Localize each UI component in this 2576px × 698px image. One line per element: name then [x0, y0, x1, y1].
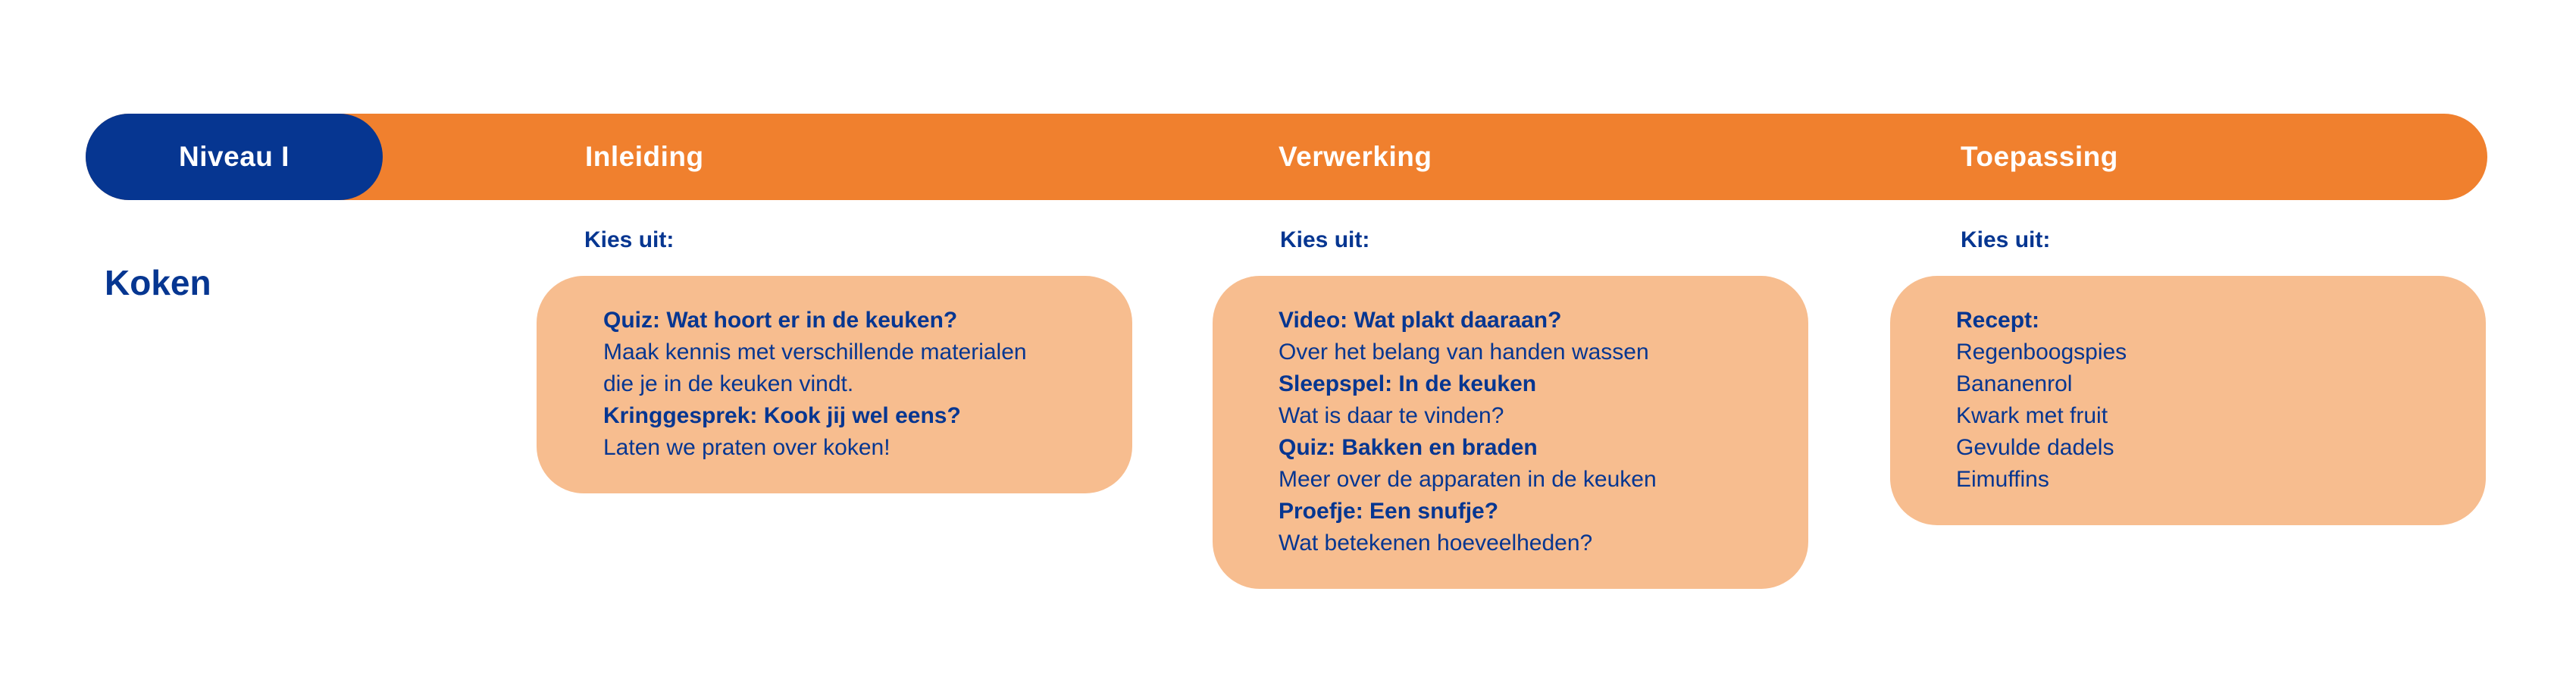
level-label: Niveau I [179, 141, 290, 172]
phase-inleiding [585, 114, 704, 200]
choose-label-verwerking: Kies uit: [1280, 227, 1370, 252]
activity-description: Meer over de apparaten in de keuken [1279, 467, 1657, 492]
recipe-item: Kwark met fruit [1956, 403, 2108, 428]
activity-title: Quiz: Wat hoort er in de keuken? [603, 308, 958, 333]
level-pill [86, 114, 383, 200]
activity-title: Proefje: Een snufje? [1279, 499, 1499, 524]
topic-title: Koken [105, 263, 211, 302]
recipe-heading: Recept: [1956, 308, 2040, 333]
phase-toepassing [1961, 114, 2118, 200]
activity-title: Quiz: Bakken en braden [1279, 435, 1538, 460]
activity-description: Over het belang van handen wassen [1279, 340, 1649, 365]
activity-card-inleiding [537, 276, 1132, 493]
phase-label: Verwerking [1279, 141, 1432, 172]
activity-description: Wat betekenen hoeveelheden? [1279, 531, 1593, 556]
choose-label-inleiding: Kies uit: [584, 227, 675, 252]
activity-title: Video: Wat plakt daaraan? [1279, 308, 1562, 333]
recipe-item: Regenboogspies [1956, 340, 2127, 365]
recipe-item: Bananenrol [1956, 371, 2073, 396]
activity-card-verwerking [1213, 276, 1808, 589]
activity-description: Laten we praten over koken! [603, 435, 890, 460]
phase-label: Inleiding [585, 141, 704, 172]
activity-title: Kringgesprek: Kook jij wel eens? [603, 403, 961, 428]
activity-description: Wat is daar te vinden? [1279, 403, 1504, 428]
phase-label: Toepassing [1961, 141, 2118, 172]
recipe-item: Eimuffins [1956, 467, 2049, 492]
activity-title: Sleepspel: In de keuken [1279, 371, 1537, 396]
activity-card-toepassing [1890, 276, 2486, 525]
phase-verwerking [1279, 114, 1432, 200]
recipe-item: Gevulde dadels [1956, 435, 2114, 460]
choose-label-toepassing: Kies uit: [1961, 227, 2051, 252]
activity-description: die je in de keuken vindt. [603, 371, 854, 396]
activity-description: Maak kennis met verschillende materialen [603, 340, 1027, 365]
